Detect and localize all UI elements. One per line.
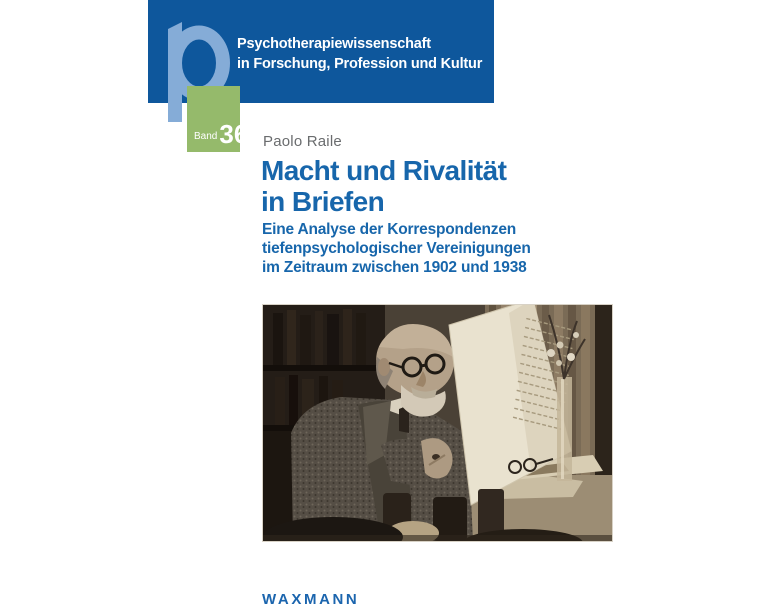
book-title	[261, 155, 506, 217]
publisher-logo-text: WAXMANN	[262, 591, 360, 608]
book-title-line2: in Briefen	[261, 186, 385, 217]
cover-photo-freud	[263, 305, 612, 541]
book-subtitle-line2: tiefenpsychologischer Vereinigungen	[262, 240, 531, 257]
series-title	[237, 34, 482, 74]
band-badge	[187, 86, 249, 152]
book-title-line1: Macht und Rivalität	[261, 155, 507, 186]
band-label: Band	[194, 131, 218, 142]
book-subtitle	[262, 220, 531, 277]
author-name: Paolo Raile	[263, 133, 342, 150]
book-subtitle-line1: Eine Analyse der Korrespondenzen	[262, 221, 517, 238]
book-subtitle-line3: im Zeitraum zwischen 1902 und 1938	[262, 259, 527, 276]
band-number: 36	[219, 119, 249, 149]
series-title-line1: Psychotherapiewissenschaft	[237, 36, 431, 52]
series-title-line2: in Forschung, Profession und Kultur	[237, 56, 483, 72]
